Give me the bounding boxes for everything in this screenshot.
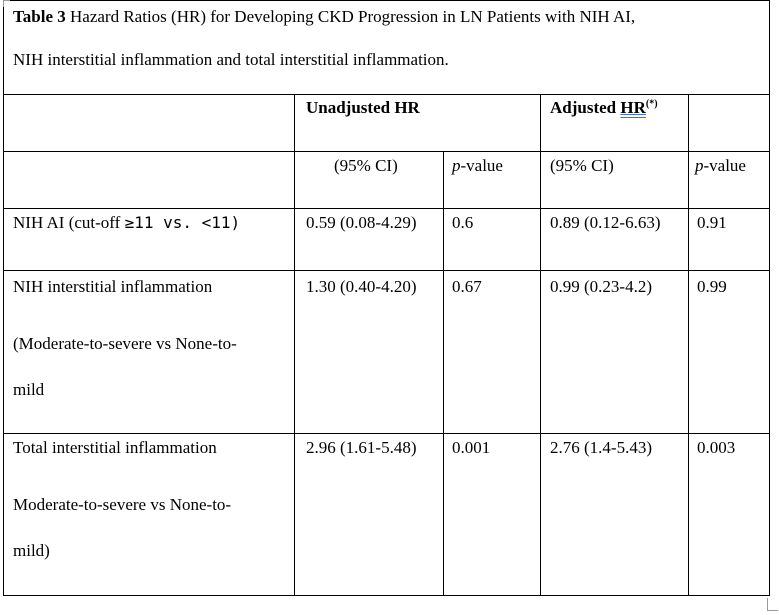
header-ci-1: (95% CI) <box>334 156 398 175</box>
header-p-2-suffix: -value <box>703 156 746 175</box>
header-p-1-suffix: -value <box>460 156 503 175</box>
row2-p: 0.67 <box>452 277 482 296</box>
corner-mark <box>3 0 10 7</box>
row1-p: 0.6 <box>452 213 474 232</box>
row3-sub2: mild) <box>13 541 50 560</box>
rule-row2 <box>3 270 770 271</box>
header-unadjusted: Unadjusted HR <box>306 98 420 117</box>
table-caption-line2: NIH interstitial inflammation and total interstitial inflammation. <box>13 50 449 69</box>
resize-handle <box>767 598 778 611</box>
rule-row1 <box>3 208 770 209</box>
row2-hr: 1.30 (0.40-4.20) <box>306 277 417 296</box>
col-divider-2 <box>443 151 444 596</box>
row1-label-prefix: NIH AI (cut-off <box>13 213 125 232</box>
table-caption-line1 <box>13 7 635 27</box>
rule-row3 <box>3 433 770 434</box>
row1-adj-p: 0.91 <box>697 213 727 232</box>
col-divider-4 <box>688 94 689 596</box>
row2-sub2: mild <box>13 380 45 399</box>
col-divider-1 <box>294 94 295 596</box>
rule-top <box>3 94 770 95</box>
header-adjusted <box>550 98 658 118</box>
row3-label: Total interstitial inflammation <box>13 438 217 457</box>
table-label: Table 3 <box>13 7 66 26</box>
header-p-2-italic: p <box>695 156 704 175</box>
row3-hr: 2.96 (1.61-5.48) <box>306 438 417 457</box>
row1-hr: 0.59 (0.08-4.29) <box>306 213 417 232</box>
header-adjusted-hr: HR <box>620 98 646 117</box>
header-ci-2: (95% CI) <box>550 156 614 175</box>
header-adjusted-sup: (*) <box>645 98 658 110</box>
row2-sub1: (Moderate-to-severe vs None-to- <box>13 334 237 353</box>
header-p-1-italic: p <box>452 156 461 175</box>
row3-adj-hr: 2.76 (1.4-5.43) <box>550 438 652 457</box>
caption-text-1: Hazard Ratios (HR) for Developing CKD Progression in LN Patients with NIH AI, <box>65 7 636 26</box>
header-adjusted-prefix: Adjusted <box>550 98 621 117</box>
col-divider-3 <box>540 94 541 596</box>
row1-label <box>13 213 240 233</box>
row3-p: 0.001 <box>452 438 491 457</box>
row3-sub1: Moderate-to-severe vs None-to- <box>13 495 232 514</box>
rule-header <box>3 151 770 152</box>
row2-adj-p: 0.99 <box>697 277 727 296</box>
header-p-2 <box>695 156 746 176</box>
row1-adj-hr: 0.89 (0.12-6.63) <box>550 213 661 232</box>
row2-adj-hr: 0.99 (0.23-4.2) <box>550 277 652 296</box>
row2-label: NIH interstitial inflammation <box>13 277 213 296</box>
header-p-1 <box>452 156 503 176</box>
row3-adj-p: 0.003 <box>697 438 736 457</box>
row1-label-mono: ≥11 vs. <11) <box>124 213 241 232</box>
